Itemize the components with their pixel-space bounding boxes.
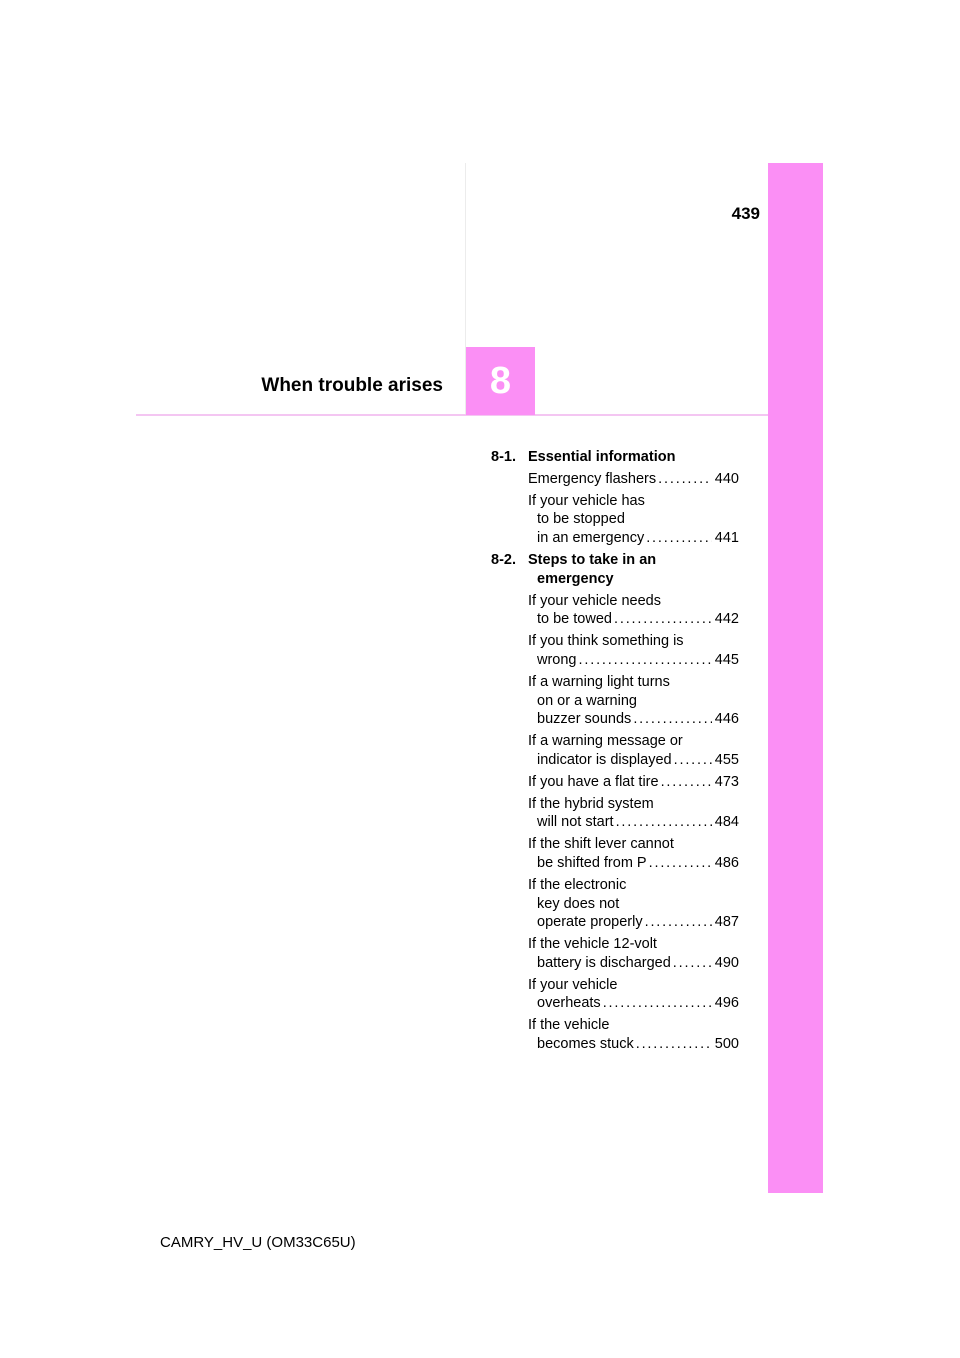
chapter-rule: [136, 414, 768, 416]
toc-entry-text: wrong: [537, 651, 577, 668]
toc-entry[interactable]: [528, 470, 739, 489]
toc-entry-line: [528, 651, 739, 670]
toc-entry-page: 473: [714, 773, 739, 790]
toc-entry-line: [528, 751, 739, 770]
toc-entry-line: [528, 773, 739, 792]
toc-entry-text: buzzer sounds: [537, 711, 632, 728]
toc-entry[interactable]: [528, 592, 739, 629]
toc-entry-text: overheats: [537, 995, 601, 1012]
toc-dot-leader: [579, 651, 712, 670]
toc-entry-page: 500: [714, 1036, 739, 1053]
toc-entry-text: Emergency flashers: [528, 470, 657, 487]
toc-entry[interactable]: [528, 773, 739, 792]
toc-entry-line: [528, 854, 739, 873]
chapter-number: 8: [489, 359, 512, 402]
chapter-side-tab: [768, 163, 823, 1193]
toc-entry-line: If a warning message or: [528, 733, 683, 750]
chapter-title: When trouble arises: [261, 375, 443, 396]
toc-section: [491, 448, 739, 548]
toc-section-heading: [491, 551, 739, 588]
toc-dot-leader: [603, 994, 712, 1013]
toc-dot-leader: [645, 913, 712, 932]
toc-section-title-line: emergency: [537, 570, 614, 587]
toc-entry-line: If your vehicle has: [528, 492, 645, 509]
toc-entry[interactable]: [528, 632, 739, 669]
toc-entry[interactable]: [528, 795, 739, 832]
toc-entry[interactable]: [528, 835, 739, 872]
toc-entry-line: If a warning light turns: [528, 673, 670, 690]
toc-section-title-line: Essential information: [528, 449, 676, 465]
toc-section-number: 8-2.: [491, 552, 516, 569]
footer-model-code: CAMRY_HV_U (OM33C65U): [160, 1234, 356, 1251]
toc-entry[interactable]: [528, 492, 739, 548]
toc-entry-page: 442: [714, 611, 739, 628]
toc-dot-leader: [636, 1035, 712, 1054]
toc-entry-line: [528, 913, 739, 932]
toc-section: [491, 551, 739, 1054]
toc-dot-leader: [614, 610, 712, 629]
toc-entry-text: in an emergency: [537, 530, 645, 547]
toc-entry-line: key does not: [537, 895, 620, 912]
toc-entry-line: [528, 470, 739, 489]
toc-entry-text: to be towed: [537, 611, 612, 628]
toc-entry-line: [528, 610, 739, 629]
toc-entry-text: operate properly: [537, 914, 643, 931]
toc-entry-line: If the vehicle 12-volt: [528, 936, 657, 953]
toc-entry-line: If your vehicle: [528, 976, 618, 993]
toc-entry[interactable]: [528, 976, 739, 1013]
toc-entry-line: If your vehicle needs: [528, 592, 661, 609]
toc-entry-line: [528, 994, 739, 1013]
toc-entry-text: be shifted from P: [537, 854, 647, 871]
toc-entry-text: battery is discharged: [537, 954, 671, 971]
toc-section-title: [528, 551, 739, 588]
toc-dot-leader: [616, 813, 712, 832]
toc-dot-leader: [661, 773, 712, 792]
toc-entry[interactable]: [528, 732, 739, 769]
toc-entry-page: 445: [714, 651, 739, 668]
toc-entry[interactable]: [528, 673, 739, 729]
toc-entry-text: If you have a flat tire: [528, 773, 659, 790]
toc-entry-page: 487: [714, 914, 739, 931]
toc-entry-line: [528, 954, 739, 973]
toc-entry-line: on or a warning: [537, 692, 637, 709]
toc-entry-text: will not start: [537, 814, 614, 831]
toc-section-title: [528, 448, 739, 467]
toc-entry-page: 496: [714, 995, 739, 1012]
toc-entry-line: If the hybrid system: [528, 795, 654, 812]
toc-entry[interactable]: [528, 935, 739, 972]
page-number: 439: [731, 204, 760, 223]
toc-entry-page: 441: [714, 530, 739, 547]
toc-section-title-line: Steps to take in an: [528, 552, 657, 569]
toc-entry-line: If you think something is: [528, 633, 684, 650]
toc-entry-text: indicator is displayed: [537, 751, 672, 768]
toc-entry-line: to be stopped: [537, 511, 625, 528]
toc-entry-page: 490: [714, 954, 739, 971]
toc-entry-line: If the shift lever cannot: [528, 836, 674, 853]
toc-dot-leader: [673, 954, 712, 973]
toc-dot-leader: [649, 854, 712, 873]
toc-entry-line: If the electronic: [528, 876, 627, 893]
toc-entry-page: 455: [714, 751, 739, 768]
toc-entry-page: 440: [714, 470, 739, 487]
toc-entry-page: 484: [714, 814, 739, 831]
table-of-contents: [491, 448, 739, 1057]
toc-section-heading: [491, 448, 739, 467]
toc-entry[interactable]: [528, 1016, 739, 1053]
toc-entry-text: becomes stuck: [537, 1036, 634, 1053]
toc-dot-leader: [674, 751, 712, 770]
toc-entry-line: [528, 710, 739, 729]
toc-dot-leader: [658, 470, 712, 489]
toc-dot-leader: [633, 710, 711, 729]
toc-entry-page: 486: [714, 854, 739, 871]
toc-entry-line: [528, 529, 739, 548]
chapter-number-box: [466, 347, 535, 415]
toc-entry-line: If the vehicle: [528, 1017, 610, 1034]
toc-entry-page: 446: [714, 711, 739, 728]
toc-entry-line: [528, 1035, 739, 1054]
toc-entry-line: [528, 813, 739, 832]
toc-entry[interactable]: [528, 876, 739, 932]
toc-dot-leader: [646, 529, 712, 548]
toc-section-number: 8-1.: [491, 449, 516, 465]
